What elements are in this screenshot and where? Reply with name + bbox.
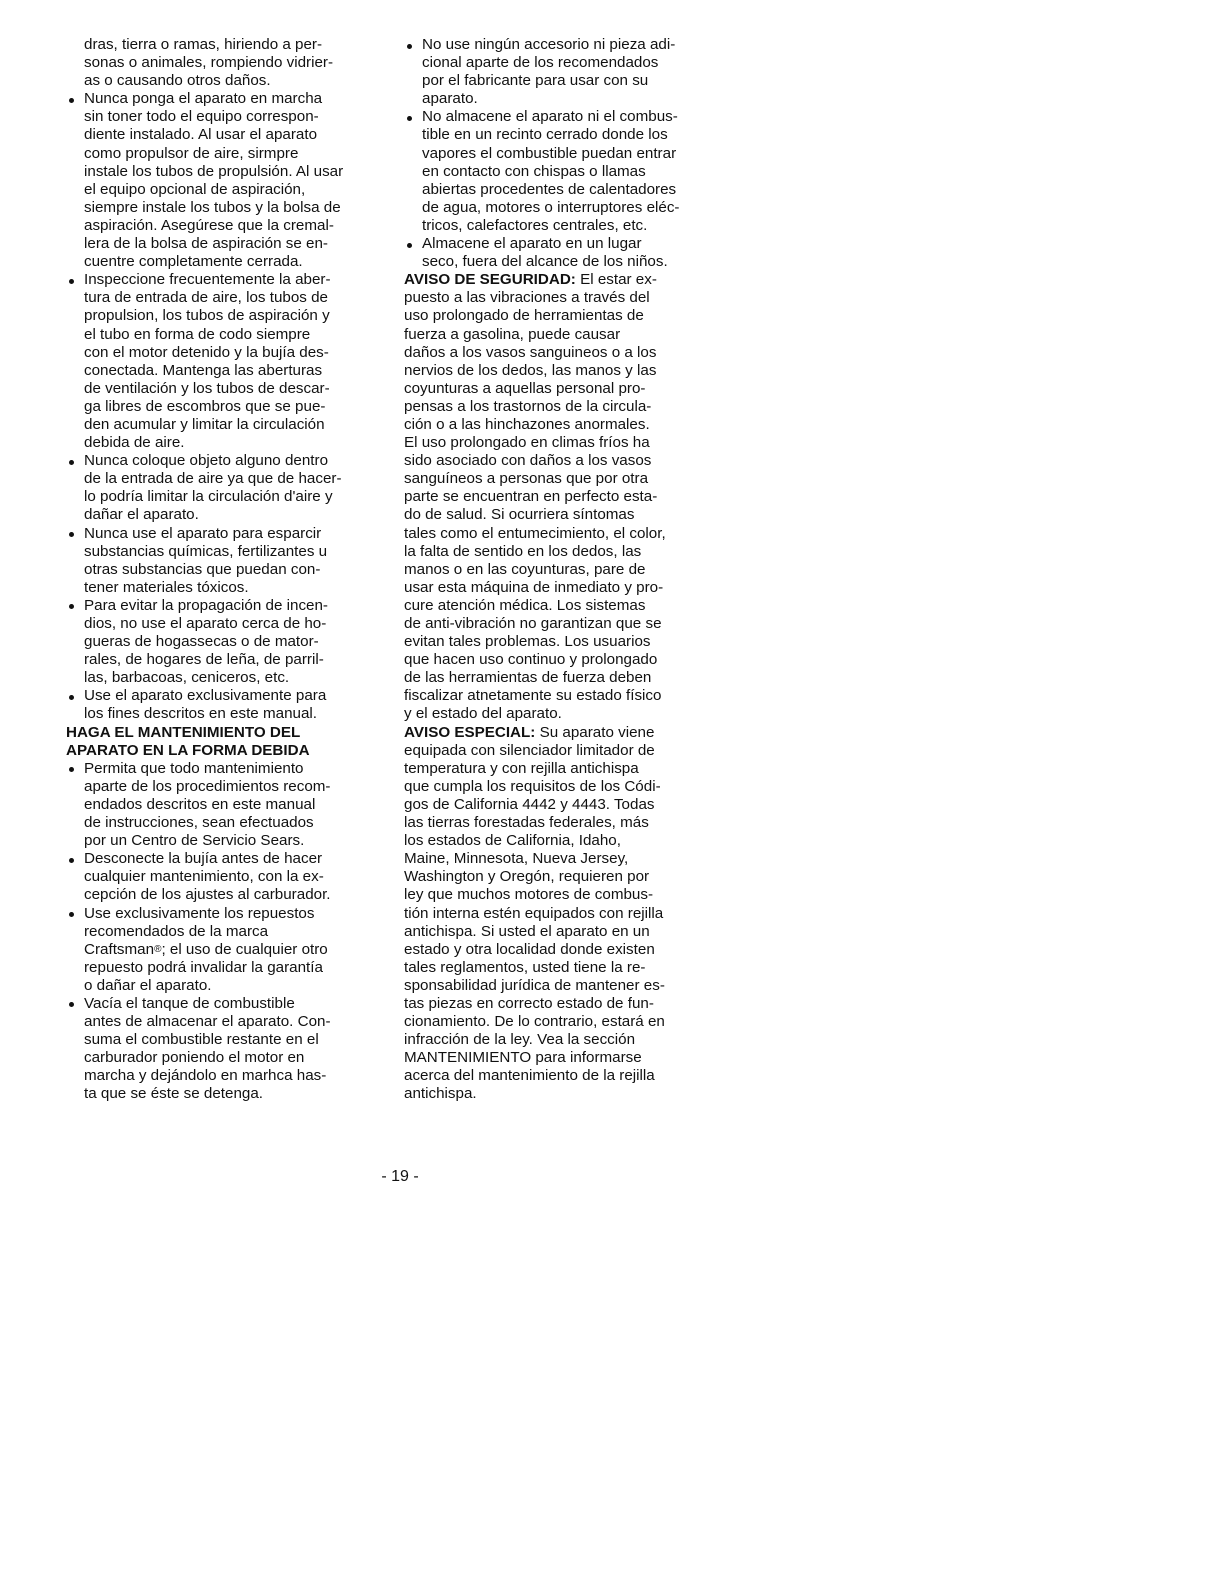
text-line: de ventilación y los tubos de descar- [84, 379, 330, 397]
bullet-item-line: Nunca coloque objeto alguno dentro [66, 452, 380, 470]
text-line: conectada. Mantenga las aberturas [84, 361, 323, 379]
text-line: infracción de la ley. Vea la sección [404, 1031, 636, 1049]
text-line: carburador poniendo el motor en [84, 1049, 305, 1067]
text-line: manos o en las coyunturas, pare de [404, 560, 646, 578]
text-line: rales, de hogares de leña, de parril- [84, 651, 324, 669]
text-line: tible en un recinto cerrado donde los [422, 126, 668, 144]
section-heading: HAGA EL MANTENIMIENTO DEL [66, 723, 301, 741]
text-line: tener materiales tóxicos. [84, 578, 249, 596]
bullet-item-line: Permita que todo mantenimiento [66, 760, 380, 778]
text-line: por el fabricante para usar con su [422, 72, 649, 90]
text-line: que hacen uso continuo y prolongado [404, 651, 658, 669]
text-line: pensas a los trastornos de la circula- [404, 397, 652, 415]
text-line: fiscalizar atnetamente su estado físico [404, 687, 662, 705]
text-line: las tierras forestadas federales, más [404, 814, 649, 832]
text-line: y el estado del aparato. [404, 705, 562, 723]
text-line: sin toner todo el equipo correspon- [84, 108, 319, 126]
text-line: de anti-vibración no garantizan que se [404, 615, 662, 632]
text-line: evitan tales problemas. Los usuarios [404, 633, 651, 651]
text-line [404, 271, 724, 289]
text-line: parte se encuentran en perfecto esta- [404, 488, 658, 506]
text-line: tión interna estén equipados con rejilla [404, 904, 664, 922]
text-line: tura de entrada de aire, los tubos de [84, 289, 329, 307]
text-line: MANTENIMIENTO para informarse [404, 1049, 642, 1067]
safety-notice-label: AVISO DE SEGURIDAD: [404, 271, 576, 289]
text-line: daños a los vasos sanguineos o a los [404, 343, 657, 361]
text-line: el equipo opcional de aspiración, [84, 180, 306, 198]
text-line: fuerza a gasolina, puede causar [404, 325, 621, 343]
text-line: o dañar el aparato. [84, 976, 212, 994]
text-line: dios, no use el aparato cerca de ho- [84, 615, 327, 632]
text-line: aspiración. Asegúrese que la cremal- [84, 216, 334, 234]
bullet-item-line: Desconecte la bujía antes de hacer [66, 850, 380, 868]
left-column [66, 36, 380, 1104]
text-line: vapores el combustible puedan entrar [422, 144, 677, 162]
text-line: aparte de los procedimientos recom- [84, 777, 331, 795]
text-line: propulsion, los tubos de aspiración y [84, 307, 330, 325]
text-line: otras substancias que puedan con- [84, 560, 321, 578]
text-line: substancias químicas, fertilizantes u [84, 542, 328, 560]
text-line: endados descritos en este manual [84, 795, 316, 813]
text-line: por un Centro de Servicio Sears. [84, 832, 305, 850]
bullet-item-line: No use ningún accesorio ni pieza adi- [404, 36, 724, 54]
text-line: ga libres de escombros que se pue- [84, 397, 326, 415]
page-number: - 19 - [381, 1168, 419, 1185]
text-line: marcha y dejándolo en marhca has- [84, 1067, 327, 1085]
text-line: sido asociado con daños a los vasos [404, 452, 652, 470]
text-line: cional aparte de los recomendados [422, 54, 659, 72]
special-notice-label: AVISO ESPECIAL: [404, 723, 536, 741]
text-line: Washington y Oregón, requieren por [404, 868, 650, 886]
bullet-item-line: Use el aparato exclusivamente para [66, 687, 380, 705]
text-line: antichispa. Si usted el aparato en un [404, 922, 650, 940]
text-line: den acumular y limitar la circulación [84, 415, 325, 433]
text-line: de agua, motores o interruptores eléc- [422, 198, 680, 216]
text-line: de la entrada de aire ya que de hacer- [84, 470, 342, 488]
text-line: acerca del mantenimiento de la rejilla [404, 1067, 655, 1085]
text-line: que cumpla los requisitos de los Códi- [404, 777, 661, 795]
text-fragment: ; el uso de cualquier otro [161, 940, 328, 958]
text-line: las, barbacoas, ceniceros, etc. [84, 669, 290, 687]
text-line: tas piezas en correcto estado de fun- [404, 994, 654, 1012]
text-line: repuesto podrá invalidar la garantía [84, 958, 323, 976]
text-line: ción o a las hinchazones anormales. [404, 415, 650, 433]
text-line: ta que se éste se detenga. [84, 1085, 264, 1103]
text-line: estado y otra localidad donde existen [404, 940, 655, 958]
text-line: El uso prolongado en climas fríos ha [404, 434, 650, 452]
text-line: tales reglamentos, usted tiene la re- [404, 958, 646, 976]
text-line: cuentre completamente cerrada. [84, 253, 303, 271]
text-line: sponsabilidad jurídica de mantener es- [404, 976, 665, 994]
text-line: gueras de hogassecas o de mator- [84, 633, 319, 651]
text-line: uso prolongado de herramientas de [404, 307, 644, 325]
text-line: gos de California 4442 y 4443. Todas [404, 795, 655, 813]
bullet-item-line: Inspeccione frecuentemente la aber- [66, 271, 380, 289]
text-line: lo podría limitar la circulación d'aire y [84, 488, 333, 506]
text-line: tricos, calefactores centrales, etc. [422, 216, 648, 234]
text-line: tales como el entumecimiento, el color, [404, 524, 666, 542]
text-line: cepción de los ajustes al carburador. [84, 886, 331, 904]
text-line [66, 941, 380, 959]
text-line [404, 724, 724, 742]
text-line: antes de almacenar el aparato. Con- [84, 1013, 331, 1031]
bullet-item-line: Nunca ponga el aparato en marcha [66, 90, 380, 108]
text-line: la falta de sentido en los dedos, las [404, 542, 642, 560]
text-line: abiertas procedentes de calentadores [422, 180, 677, 198]
text-line: dañar el aparato. [84, 506, 199, 524]
text-line: sanguíneos a personas que por otra [404, 470, 649, 488]
text-line: siempre instale los tubos y la bolsa de [84, 198, 341, 216]
text-line: recomendados de la marca [84, 922, 269, 940]
text-line: suma el combustible restante en el [84, 1031, 319, 1049]
text-line: do de salud. Si ocurriera síntomas [404, 506, 635, 524]
text-line: cure atención médica. Los sistemas [404, 596, 646, 614]
registered-mark: ® [154, 943, 162, 955]
text-line: as o causando otros daños. [84, 72, 271, 90]
text-line: sonas o animales, rompiendo vidrier- [84, 54, 334, 72]
text-line: temperatura y con rejilla antichispa [404, 759, 639, 777]
text-line: debida de aire. [84, 434, 185, 452]
bullet-item-line: Almacene el aparato en un lugar [404, 235, 724, 253]
text-line: el tubo en forma de codo siempre [84, 325, 311, 343]
text-line: antichispa. [404, 1085, 477, 1103]
bullet-item-line: Para evitar la propagación de incen- [66, 597, 380, 615]
text-fragment: Su aparato viene [535, 723, 655, 741]
text-line: nervios de los dedos, las manos y las [404, 361, 657, 379]
text-line: los fines descritos en este manual. [84, 705, 317, 723]
text-line: como propulsor de aire, sirmpre [84, 144, 299, 162]
text-line: cualquier mantenimiento, con la ex- [84, 868, 324, 886]
text-line: de instrucciones, sean efectuados [84, 814, 314, 832]
text-line: los estados de California, Idaho, [404, 832, 621, 850]
brand-name: Craftsman [84, 940, 155, 958]
text-line: coyunturas a aquellas personal pro- [404, 379, 646, 397]
text-line: seco, fuera del alcance de los niños. [422, 253, 668, 271]
text-line: en contacto con chispas o llamas [422, 162, 646, 180]
text-line: lera de la bolsa de aspiración se en- [84, 235, 328, 253]
text-line: con el motor detenido y la bujía des- [84, 343, 329, 361]
bullet-item-line: Nunca use el aparato para esparcir [66, 525, 380, 543]
text-line: Maine, Minnesota, Nueva Jersey, [404, 850, 629, 868]
text-line: aparato. [422, 90, 478, 108]
text-line: usar esta máquina de inmediato y pro- [404, 578, 664, 596]
bullet-item-line: No almacene el aparato ni el combus- [404, 108, 724, 126]
text-line: equipada con silenciador limitador de [404, 741, 655, 759]
text-line: dras, tierra o ramas, hiriendo a per- [84, 36, 323, 53]
right-column [404, 36, 724, 1104]
text-line: puesto a las vibraciones a través del [404, 289, 650, 307]
section-heading: APARATO EN LA FORMA DEBIDA [66, 741, 310, 759]
text-fragment: El estar ex- [575, 271, 657, 289]
text-line: de las herramientas de fuerza deben [404, 669, 652, 687]
text-line: ley que muchos motores de combus- [404, 886, 654, 904]
text-line: diente instalado. Al usar el aparato [84, 126, 318, 144]
bullet-item-line: Vacía el tanque de combustible [66, 995, 380, 1013]
bullet-item-line: Use exclusivamente los repuestos [66, 905, 380, 923]
text-line: instale los tubos de propulsión. Al usar [84, 162, 344, 180]
text-line: cionamiento. De lo contrario, estará en [404, 1013, 665, 1031]
